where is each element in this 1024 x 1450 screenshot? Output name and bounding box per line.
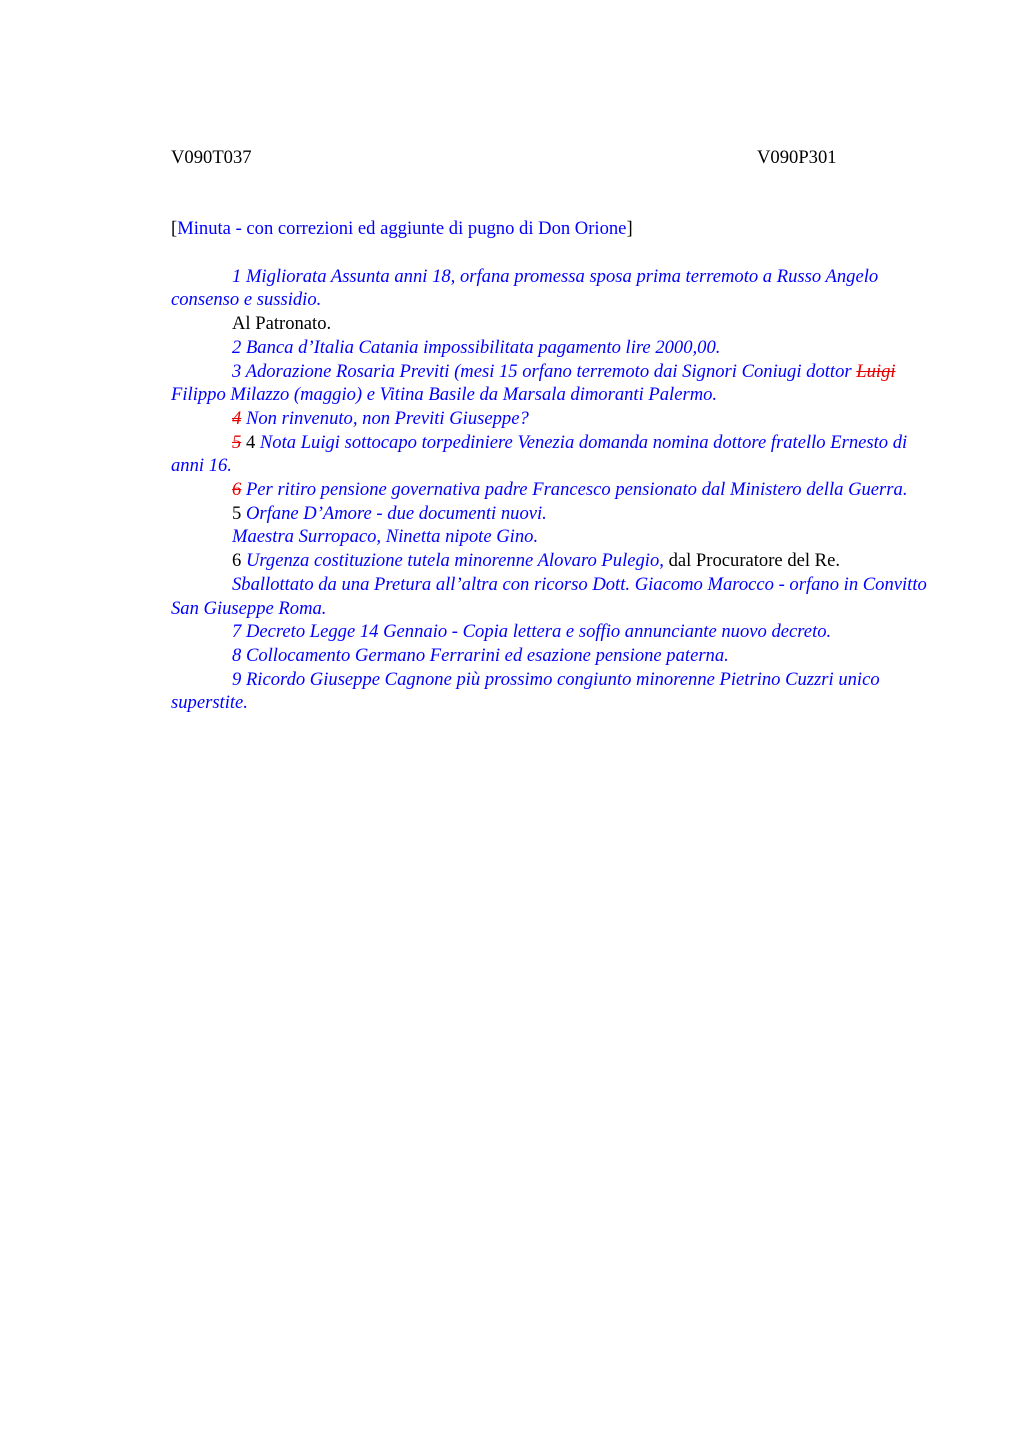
list-item: 1 Migliorata Assunta anni 18, orfana promessa sposa prima terremoto a Russo Angelo consenso e sussidio.: [171, 265, 879, 311]
struck-number: 6: [232, 479, 242, 501]
struck-number: 5: [232, 431, 242, 453]
item-number: 5: [232, 502, 246, 524]
item-number: 4: [241, 431, 260, 453]
list-item: Al Patronato.: [232, 313, 332, 335]
list-item: 7 Decreto Legge 14 Gennaio - Copia lettera e soffio annunciante nuovo decreto.: [232, 621, 832, 643]
struck-number: 4: [232, 407, 242, 429]
document-body: [171, 217, 941, 715]
list-item: 5 4 Nota Luigi sottocapo torpediniere Venezia domanda nomina dottore fratello Ernesto di anni 16.: [171, 431, 908, 477]
document-code-left: V090T037: [171, 147, 252, 168]
list-item: Maestra Surropaco, Ninetta nipote Gino.: [232, 526, 539, 548]
list-item: 6 Urgenza costituzione tutela minorenne Alovaro Pulegio, dal Procuratore del Re.: [232, 550, 840, 572]
list-item: 2 Banca d’Italia Catania impossibilitata pagamento lire 2000,00.: [232, 336, 721, 358]
editorial-note-text: Minuta - con correzioni ed aggiunte di pugno di Don Orione: [177, 218, 627, 239]
struck-word: Luigi: [856, 360, 896, 382]
list-item: Sballottato da una Pretura all’altra con ricorso Dott. Giacomo Marocco - orfano in Convitto San Giuseppe Roma.: [171, 573, 927, 619]
document-code-right: V090P301: [757, 147, 837, 168]
bracket-open: [: [171, 218, 178, 239]
editorial-note: [171, 217, 941, 241]
bracket-close: ]: [626, 218, 633, 239]
list-item: 4 Non rinvenuto, non Previti Giuseppe?: [232, 407, 529, 429]
list-item: 9 Ricordo Giuseppe Cagnone più prossimo congiunto minorenne Pietrino Cuzzri unico superstite.: [171, 668, 880, 714]
list-item: 8 Collocamento Germano Ferrarini ed esazione pensione paterna.: [232, 644, 729, 666]
list-item: 6 Per ritiro pensione governativa padre Francesco pensionato dal Ministero della Guerra.: [232, 479, 908, 501]
list-item: 3 Adorazione Rosaria Previti (mesi 15 orfano terremoto dai Signori Coniugi dottor Luigi Filippo Milazzo (maggio) e Vitina Basile da Marsala dimoranti Palermo.: [171, 360, 896, 406]
item-number: 6: [232, 550, 246, 572]
list-item: 5 Orfane D’Amore - due documenti nuovi.: [232, 502, 547, 524]
